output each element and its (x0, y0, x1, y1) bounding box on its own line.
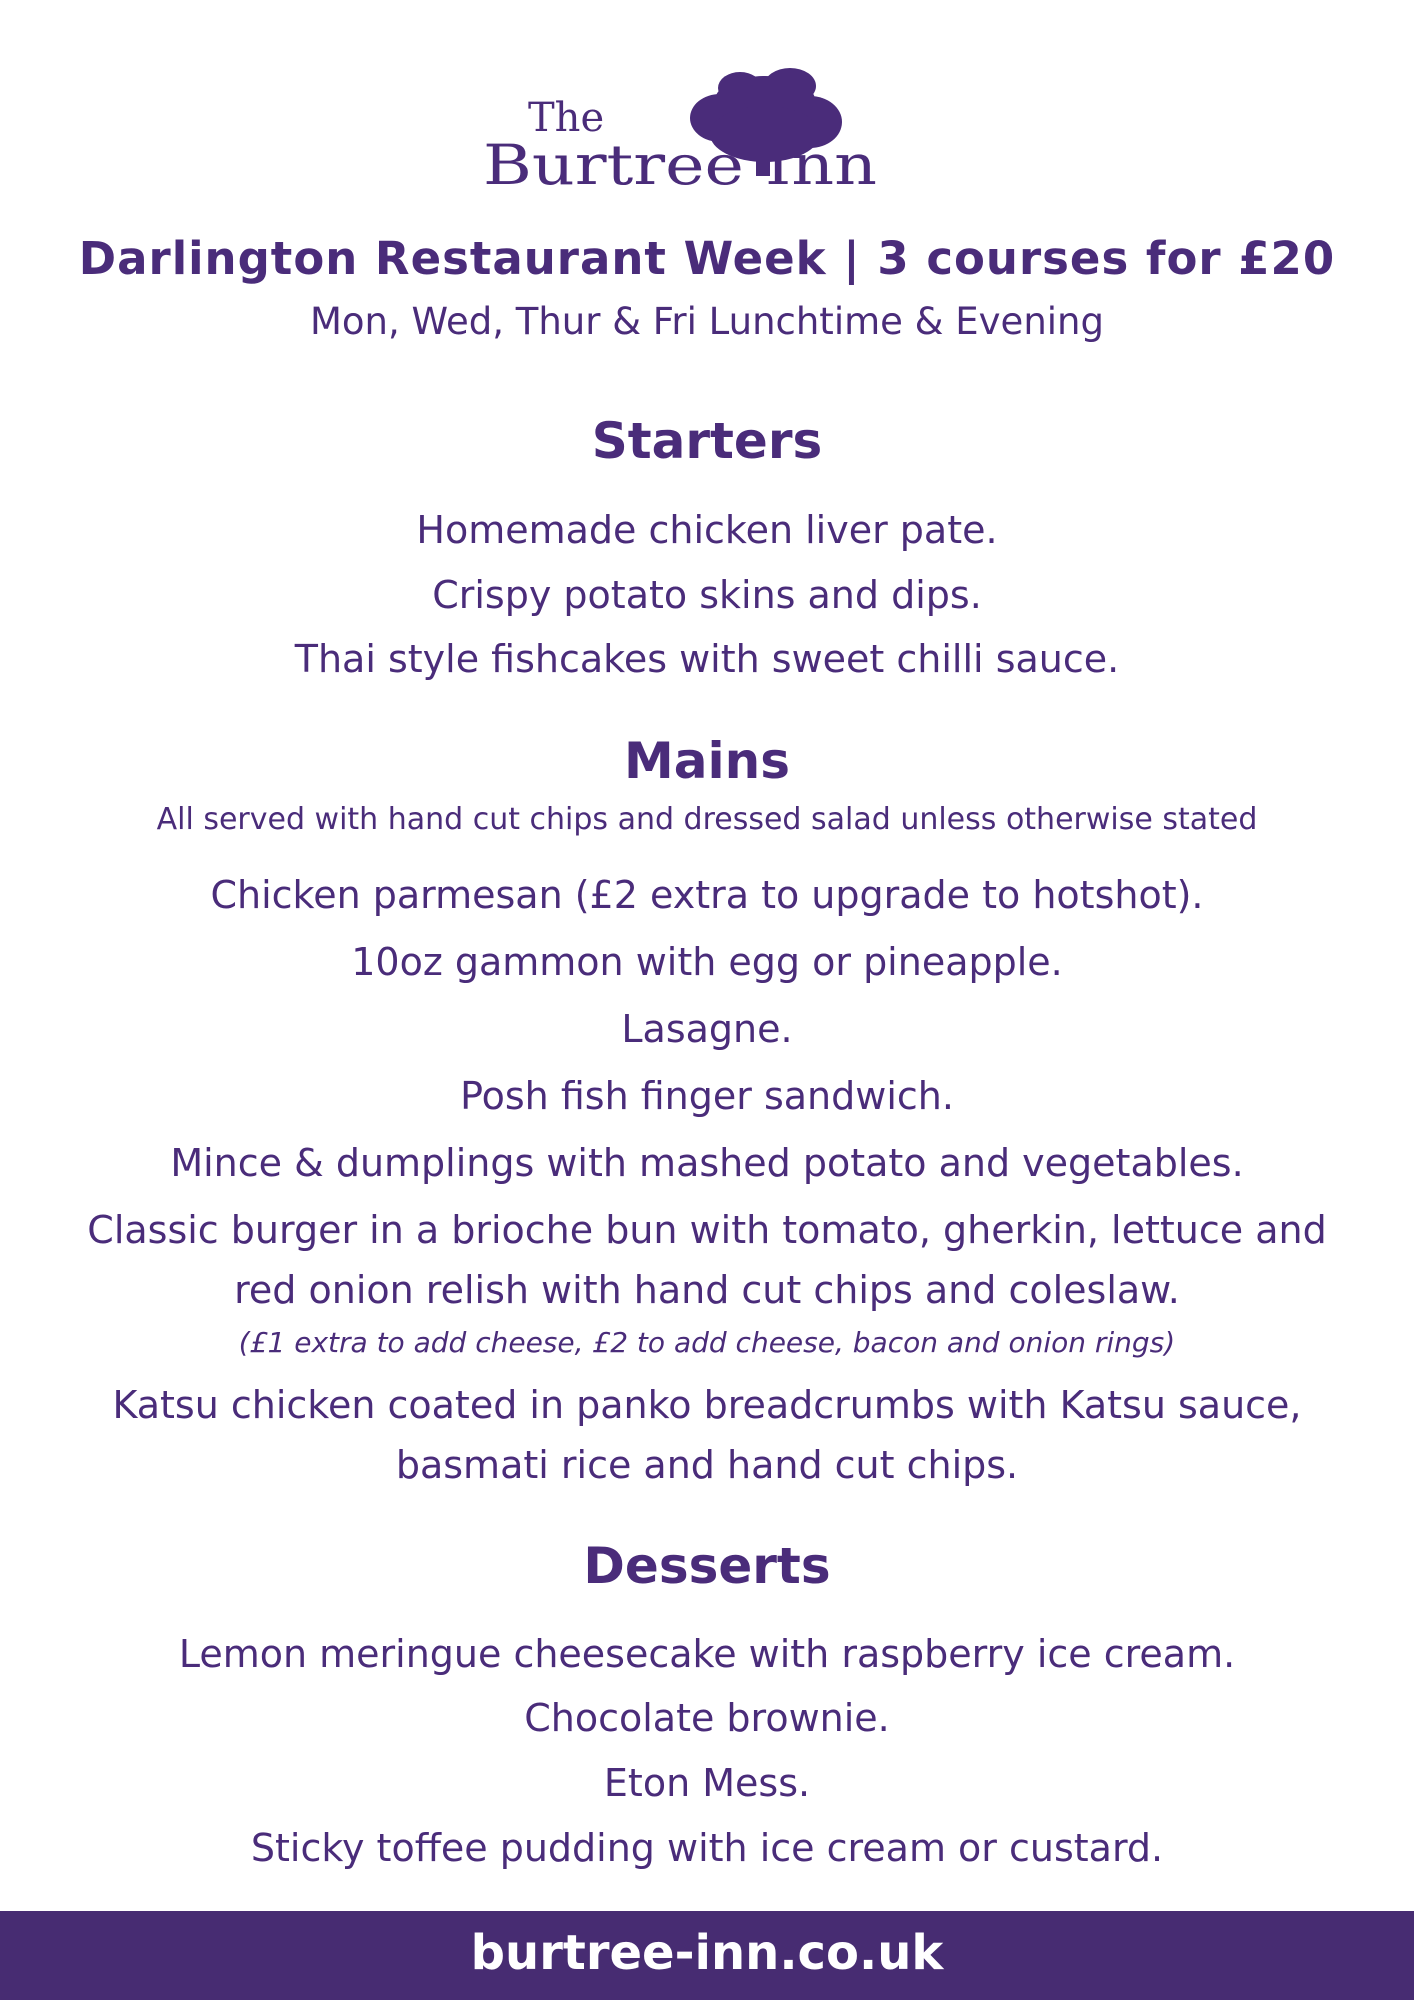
main-item: Classic burger in a brioche bun with tomato, gherkin, lettuce and (87, 1208, 1327, 1252)
main-item: Posh fish finger sandwich. (460, 1074, 954, 1118)
starter-item: Crispy potato skins and dips. (432, 573, 982, 617)
starters-title: Starters (591, 412, 823, 470)
main-item: Katsu chicken coated in panko breadcrumbs with Katsu sauce, (112, 1383, 1302, 1427)
website-link[interactable]: burtree-inn.co.uk (470, 1925, 944, 1981)
logo-large-text: Burtree Inn (483, 133, 877, 197)
starter-item: Thai style fishcakes with sweet chilli sauce. (294, 637, 1120, 681)
main-item: basmati rice and hand cut chips. (395, 1443, 1019, 1487)
logo-small-text: The (528, 95, 605, 141)
burger-extras-note: (£1 extra to add cheese, £2 to add cheese, bacon and onion rings) (238, 1326, 1176, 1359)
dessert-item: Eton Mess. (603, 1761, 811, 1805)
dessert-item: Sticky toffee pudding with ice cream or custard. (250, 1826, 1164, 1870)
main-item: Chicken parmesan (£2 extra to upgrade to hotshot). (210, 873, 1204, 917)
dessert-item: Chocolate brownie. (524, 1696, 890, 1740)
main-item: Lasagne. (621, 1007, 793, 1051)
mains-note: All served with hand cut chips and dressed salad unless otherwise stated (156, 802, 1258, 837)
page-subtitle: Mon, Wed, Thur & Fri Lunchtime & Evening (310, 300, 1104, 343)
burtree-inn-logo (480, 38, 880, 198)
starter-item: Homemade chicken liver pate. (416, 508, 998, 552)
footer-bar (0, 1911, 1414, 2000)
main-item: Mince & dumplings with mashed potato and vegetables. (170, 1141, 1244, 1185)
dessert-item: Lemon meringue cheesecake with raspberry ice cream. (178, 1632, 1236, 1676)
mains-title: Mains (624, 732, 790, 790)
desserts-title: Desserts (583, 1537, 831, 1595)
page-title: Darlington Restaurant Week | 3 courses for £20 (78, 232, 1336, 285)
main-item: red onion relish with hand cut chips and coleslaw. (234, 1268, 1180, 1312)
main-item: 10oz gammon with egg or pineapple. (351, 940, 1063, 984)
